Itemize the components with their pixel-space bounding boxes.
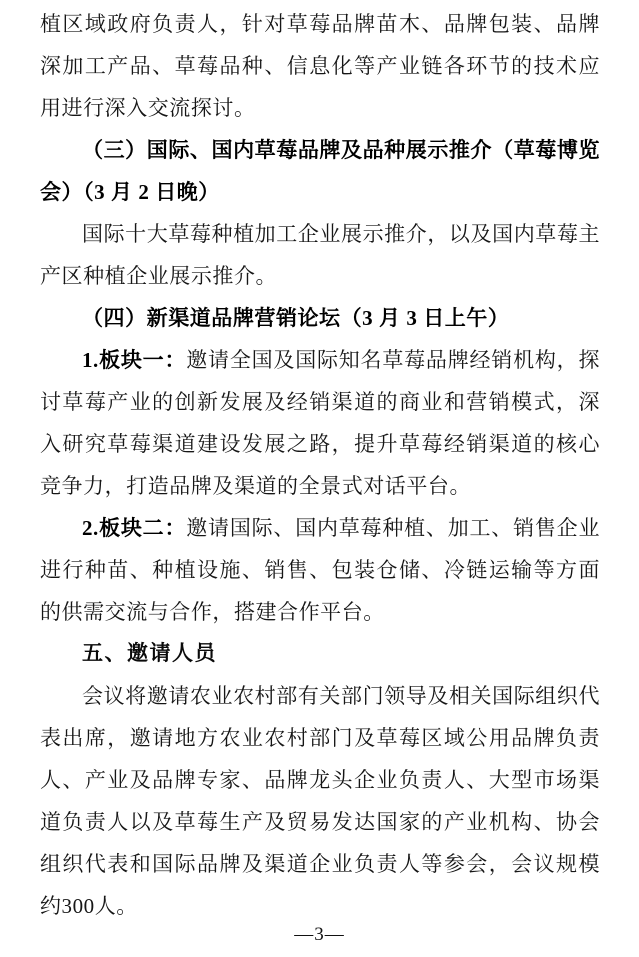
section4-item2	[40, 507, 600, 633]
paragraph-continuation: 植区域政府负责人，针对草莓品牌苗木、品牌包装、品牌深加工产品、草莓品种、信息化等产业链各环节的技术应用进行深入交流探讨。	[40, 12, 600, 120]
section3-heading: （三）国际、国内草莓品牌及品种展示推介（草莓博览会）（3 月 2 日晚）	[40, 138, 600, 204]
section5-paragraph: 会议将邀请农业农村部有关部门领导及相关国际组织代表出席，邀请地方农业农村部门及草莓区域公用品牌负责人、产业及品牌专家、品牌龙头企业负责人、大型市场渠道负责人以及草莓生产及贸易发达国家的产业机构、协会组织代表和国际品牌及渠道企业负责人等参会，会议规模约300人。	[40, 684, 600, 918]
section4-item2-text: 邀请国际、国内草莓种植、加工、销售企业进行种苗、种植设施、销售、包装仓储、冷链运输等方面的供需交流与合作，搭建合作平台。	[40, 516, 600, 624]
section3-paragraph: 国际十大草莓种植加工企业展示推介，以及国内草莓主产区种植企业展示推介。	[40, 222, 600, 288]
page-number: —3—	[294, 924, 345, 945]
section4-item1-text: 邀请全国及国际知名草莓品牌经销机构，探讨草莓产业的创新发展及经销渠道的商业和营销模式，深入研究草莓渠道建设发展之路，提升草莓经销渠道的核心竞争力，打造品牌及渠道的全景式对话平台。	[40, 348, 600, 498]
section4-item1-label: 1.板块一：	[82, 348, 187, 372]
section4-item2-label: 2.板块二：	[82, 516, 187, 540]
section4-item1	[40, 339, 600, 507]
section4-heading: （四）新渠道品牌营销论坛（3 月 3 日上午）	[82, 306, 510, 330]
section5-heading: 五、邀请人员	[82, 642, 217, 665]
